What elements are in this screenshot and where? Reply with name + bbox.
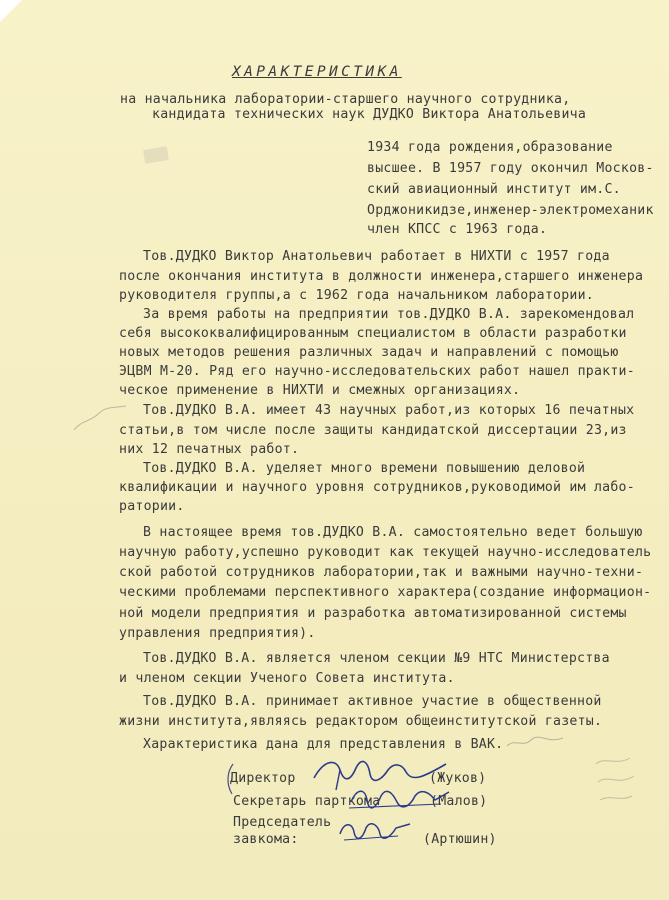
director-name: (Жуков) [429,771,487,786]
union-chair-signature [334,816,414,848]
body-line: и членом секции Ученого Совета института. [119,671,455,686]
body-line: научную работу,успешно руководит как текущей научно-исследователь [119,545,652,560]
body-line: ской работой сотрудников лаборатории,так и важными научно-техни- [119,565,644,580]
subtitle-line: кандидата технических наук ДУДКО Виктора Анатольевича [152,107,587,122]
subtitle-line: на начальника лаборатории-старшего научного сотрудника, [120,92,571,107]
body-line: Тов.ДУДКО В.А. уделяет много времени повышению деловой [143,461,586,476]
bio-line: член КПСС с 1963 года. [367,222,548,237]
body-line: ной модели предприятия и разработка автоматизированной системы [119,606,627,621]
bio-line: Орджоникидзе,инженер-электромеханик [367,203,654,218]
body-line: Тов.ДУДКО В.А. принимает активное участие в общественной [143,694,602,709]
body-line: ческими проблемами перспективного характера(создание информацион- [119,585,652,600]
bio-line: ский авиационный институт им.С. [367,182,621,197]
body-line: них 12 печатных работ. [119,442,300,457]
union-chair-label-2: завкома: [233,832,299,847]
body-line: За время работы на предприятии тов.ДУДКО В.А. зарекомендовал [143,307,635,322]
body-line: статьи,в том числе после защиты кандидатской диссертации 23,из [119,423,627,438]
party-secretary-name: (Малов) [430,794,488,809]
body-line: В настоящее время тов.ДУДКО В.А. самостоятельно ведет большую [143,525,643,540]
body-line: Тов.ДУДКО В.А. имеет 43 научных работ,из которых 16 печатных [143,403,635,418]
director-label: Директор [230,771,296,786]
stamp-smudge [143,146,169,164]
body-line: Характеристика дана для представления в ВАК. [143,737,504,752]
page-corner [0,0,22,22]
body-line: жизни института,являясь редактором общеинститутской газеты. [119,714,603,729]
union-chair-label: Председатель [233,815,332,830]
party-secretary-signature [345,782,455,816]
body-line: себя высококвалифицированным специалистом в области разработки [119,326,627,341]
body-line: руководителя группы,а с 1962 года начальником лаборатории. [119,288,594,303]
body-line: управления предприятия). [119,626,316,641]
pencil-margin-mark [590,752,645,812]
party-secretary-label: Секретарь парткома [233,794,381,809]
bracket-mark [222,762,236,796]
pencil-margin-mark [505,732,565,752]
body-line: ЭЦВМ М-20. Ряд его научно-исследовательских работ нашел практи- [119,364,635,379]
body-line: ческое применение в НИХТИ и смежных организациях. [119,383,521,398]
body-line: квалификации и научного уровня сотрудников,руководимой им лабо- [119,480,635,495]
pencil-margin-mark [70,400,130,440]
union-chair-name: (Артюшин) [423,832,497,847]
body-line: Тов.ДУДКО Виктор Анатольевич работает в НИХТИ с 1957 года [143,249,610,264]
bio-line: 1934 года рождения,образование [367,140,613,155]
body-line: после окончания института в должности инженера,старшего инженера [119,269,644,284]
body-line: Тов.ДУДКО В.А. является членом секции №9 НТС Министерства [143,651,610,666]
bio-line: высшее. В 1957 году окончил Москов- [367,161,654,176]
document-title: ХАРАКТЕРИСТИКА [232,64,402,80]
body-line: новых методов решения различных задач и направлений с помощью [119,345,619,360]
body-line: ратории. [119,499,185,514]
